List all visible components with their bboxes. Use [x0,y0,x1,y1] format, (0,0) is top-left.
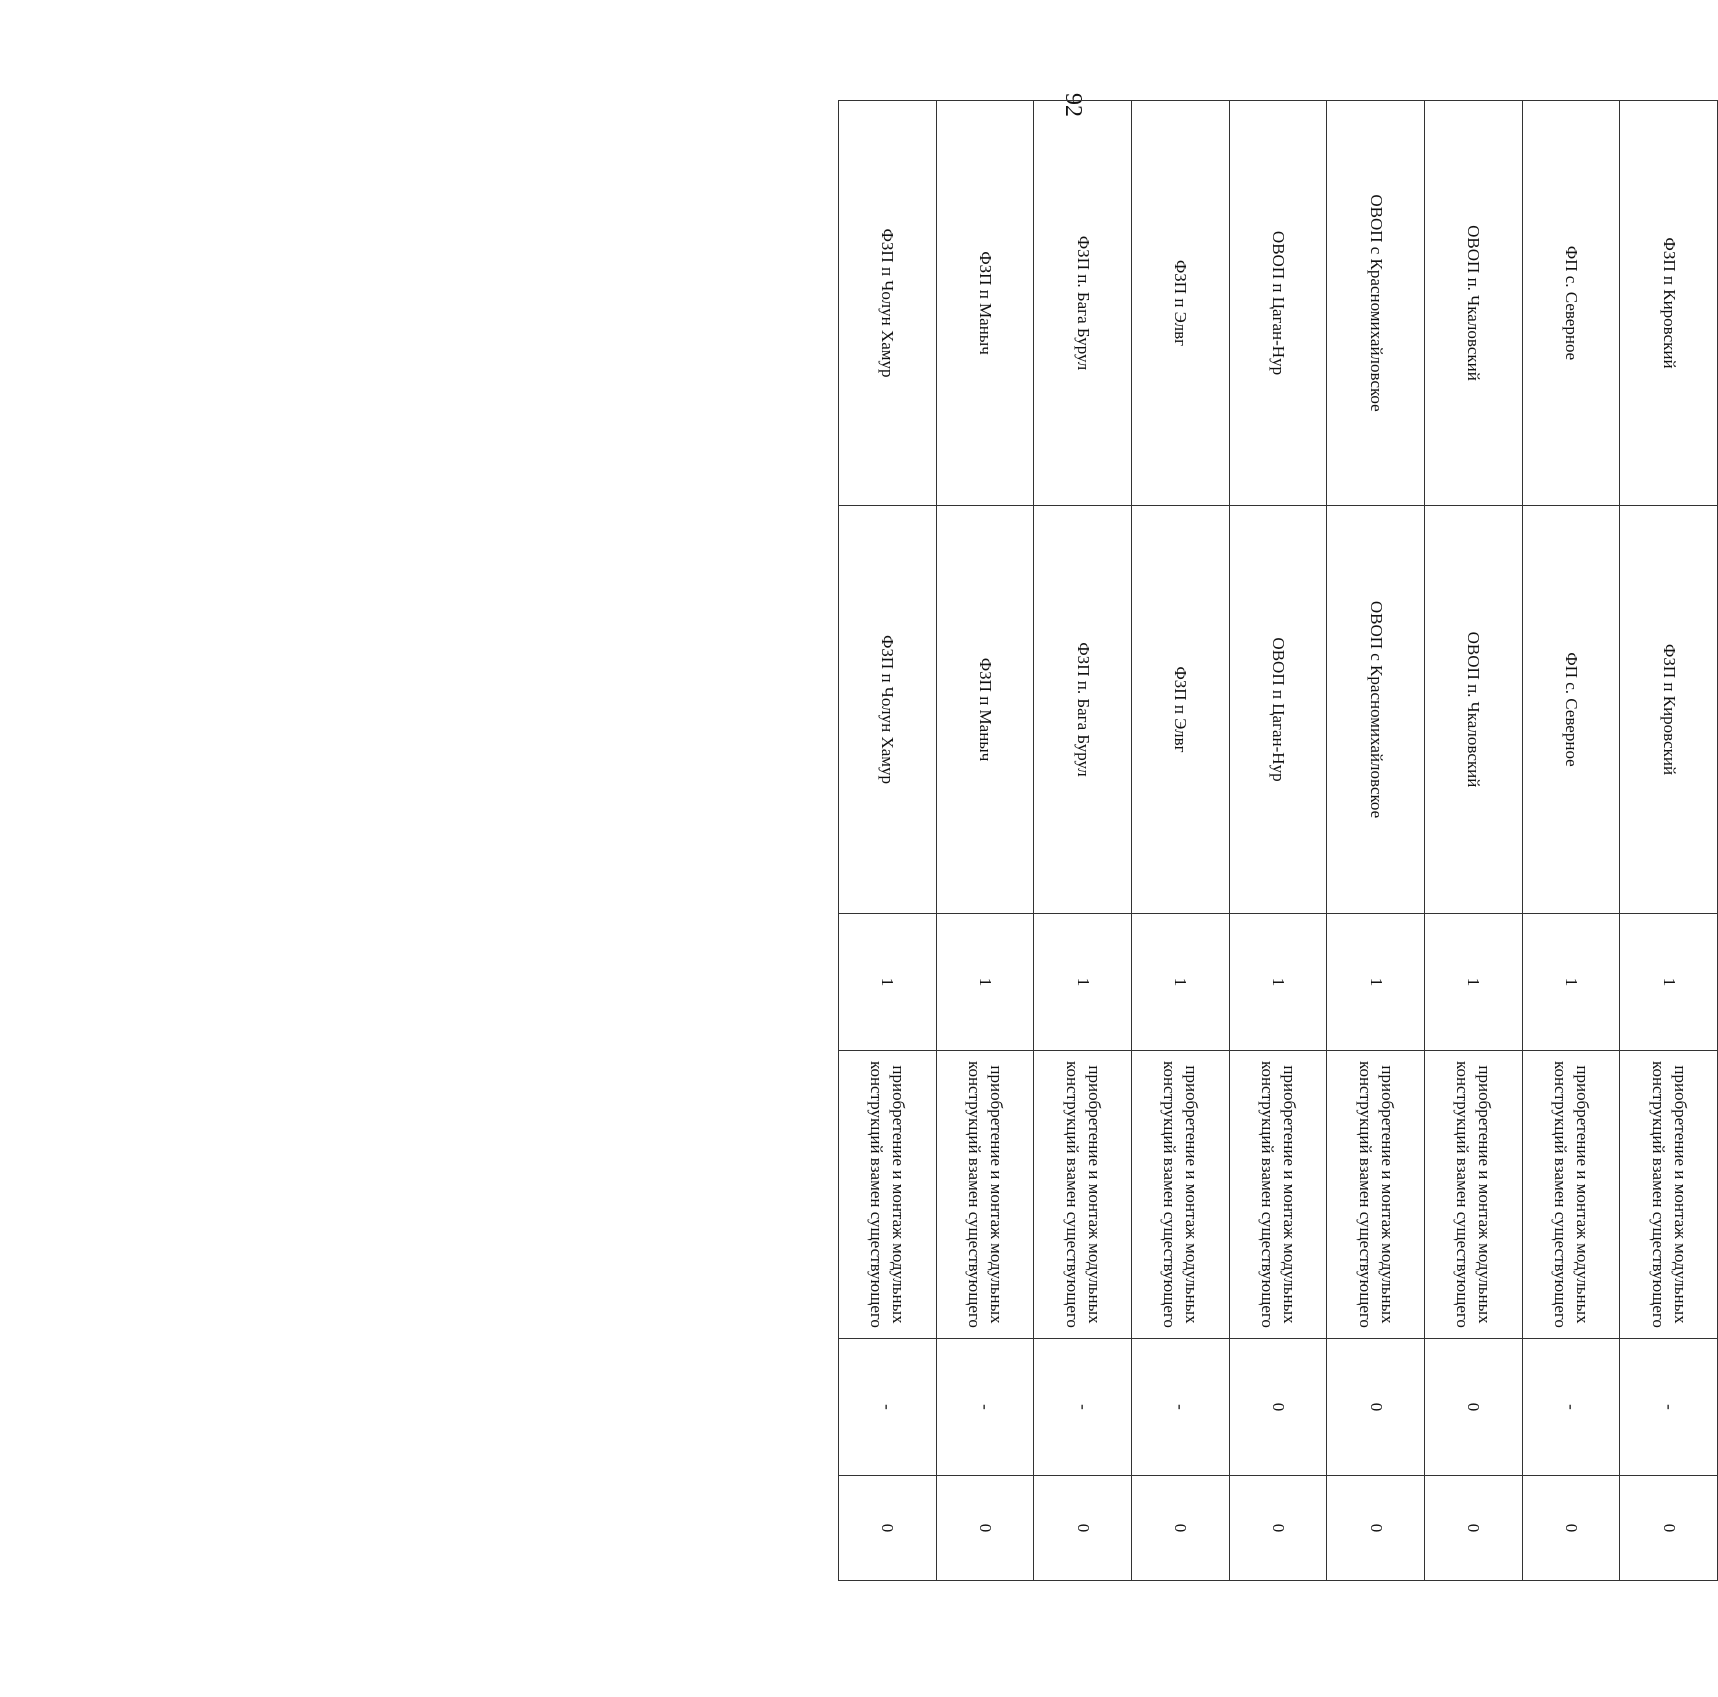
value2-cell: 0 [1425,1476,1523,1581]
facility-cell: ФЗП п Элвг [1132,101,1230,506]
work-description-cell: приобретение и монтаж модульных конструкций взамен существующего [1425,1051,1523,1339]
quantity-cell: 1 [1620,914,1718,1051]
value2-cell: 0 [1327,1476,1425,1581]
object-cell: ОВОП с Красномихайловское [1327,506,1425,914]
facility-table [838,100,1718,1581]
page-number: 92 [1060,93,1086,117]
object-cell: ФЗП п Элвг [1132,506,1230,914]
object-cell: ОВОП п Цаган-Нур [1229,506,1327,914]
work-description-cell: приобретение и монтаж модульных конструкций взамен существующего [1132,1051,1230,1339]
quantity-cell: 1 [839,914,937,1051]
value1-cell: - [839,1339,937,1476]
facility-cell: ФП с. Северное [1522,101,1620,506]
value2-cell: 0 [1522,1476,1620,1581]
value2-cell: 0 [1132,1476,1230,1581]
object-cell: ФЗП п Маныч [936,506,1034,914]
quantity-cell: 1 [1425,914,1523,1051]
value2-cell: 0 [936,1476,1034,1581]
facility-cell: ОВОП п. Чкаловский [1425,101,1523,506]
value2-cell: 0 [839,1476,937,1581]
quantity-cell: 1 [1034,914,1132,1051]
quantity-cell: 1 [1229,914,1327,1051]
work-description-cell: приобретение и монтаж модульных конструкций взамен существующего [936,1051,1034,1339]
value1-cell: 0 [1229,1339,1327,1476]
value1-cell: - [936,1339,1034,1476]
table-row [1132,101,1230,1581]
object-cell: ФЗП п Кировский [1620,506,1718,914]
table-row [839,101,937,1581]
table-row [1425,101,1523,1581]
facility-cell: ФЗП п. Бага Бурул [1034,101,1132,506]
object-cell: ФП с. Северное [1522,506,1620,914]
quantity-cell: 1 [1132,914,1230,1051]
work-description-cell: приобретение и монтаж модульных конструкций взамен существующего [1620,1051,1718,1339]
rotated-table-container [838,100,1718,1580]
facility-cell: ФЗП п Кировский [1620,101,1718,506]
facility-cell: ОВОП с Красномихайловское [1327,101,1425,506]
table-row [1229,101,1327,1581]
work-description-cell: приобретение и монтаж модульных конструкций взамен существующего [1229,1051,1327,1339]
facility-cell: ФЗП п Чолун Хамур [839,101,937,506]
value1-cell: - [1034,1339,1132,1476]
value1-cell: - [1620,1339,1718,1476]
table-row [1522,101,1620,1581]
value2-cell: 0 [1034,1476,1132,1581]
table-row [1620,101,1718,1581]
quantity-cell: 1 [1522,914,1620,1051]
work-description-cell: приобретение и монтаж модульных конструкций взамен существующего [839,1051,937,1339]
value1-cell: - [1522,1339,1620,1476]
work-description-cell: приобретение и монтаж модульных конструкций взамен существующего [1034,1051,1132,1339]
facility-cell: ФЗП п Маныч [936,101,1034,506]
table-row [1327,101,1425,1581]
table-row [1034,101,1132,1581]
object-cell: ОВОП п. Чкаловский [1425,506,1523,914]
table-row [936,101,1034,1581]
value2-cell: 0 [1620,1476,1718,1581]
facility-cell: ОВОП п Цаган-Нур [1229,101,1327,506]
quantity-cell: 1 [1327,914,1425,1051]
work-description-cell: приобретение и монтаж модульных конструкций взамен существующего [1327,1051,1425,1339]
work-description-cell: приобретение и монтаж модульных конструкций взамен существующего [1522,1051,1620,1339]
value2-cell: 0 [1229,1476,1327,1581]
object-cell: ФЗП п Чолун Хамур [839,506,937,914]
object-cell: ФЗП п. Бага Бурул [1034,506,1132,914]
value1-cell: - [1132,1339,1230,1476]
value1-cell: 0 [1425,1339,1523,1476]
quantity-cell: 1 [936,914,1034,1051]
value1-cell: 0 [1327,1339,1425,1476]
